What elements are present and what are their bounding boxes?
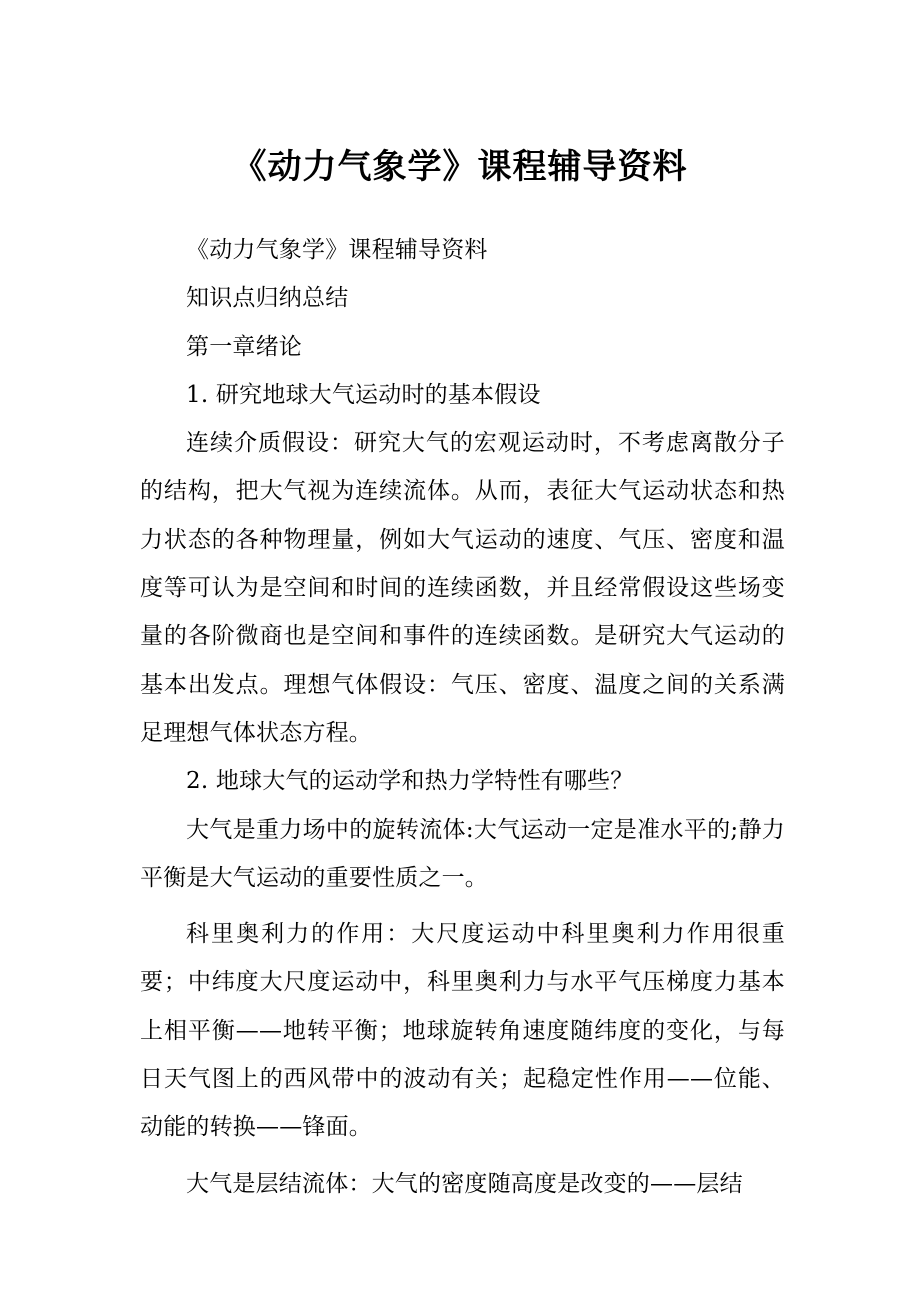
document-body (140, 226, 785, 1208)
paragraph-stratified-fluid: 大气是层结流体：大气的密度随高度是改变的——层结 (186, 1170, 743, 1197)
paragraph-question-1: 1. 研究地球大气运动时的基本假设 (186, 381, 541, 408)
paragraph-chapter-heading: 第一章绪论 (186, 333, 302, 360)
paragraph-question-2: 2. 地球大气的运动学和热力学特性有哪些？ (186, 768, 634, 795)
paragraph-summary-heading: 知识点归纳总结 (186, 285, 349, 312)
paragraph-coriolis: 科里奥利力的作用：大尺度运动中科里奥利力作用很重要；中纬度大尺度运动中，科里奥利力与水平气压梯度力基本上相平衡——地转平衡；地球旋转角速度随纬度的变化，与每日天气图上的西风带中的波动有关；起稳定性作用——位能、动能的转换——锋面。 (140, 921, 785, 1141)
paragraph-rotating-fluid: 大气是重力场中的旋转流体:大气运动一定是准水平的;静力平衡是大气运动的重要性质之一。 (140, 816, 785, 891)
document-title: 《动力气象学》课程辅导资料 (232, 147, 688, 187)
paragraph-subtitle: 《动力气象学》课程辅导资料 (186, 237, 488, 263)
paragraph-answer-1: 连续介质假设：研究大气的宏观运动时，不考虑离散分子的结构，把大气视为连续流体。从而，表征大气运动状态和热力状态的各种物理量，例如大气运动的速度、气压、密度和温度等可认为是空间和时间的连续函数，并且经常假设这些场变量的各阶微商也是空间和事件的连续函数。是研究大气运动的基本出发点。理想气体假设：气压、密度、温度之间的关系满足理想气体状态方程。 (140, 430, 785, 746)
